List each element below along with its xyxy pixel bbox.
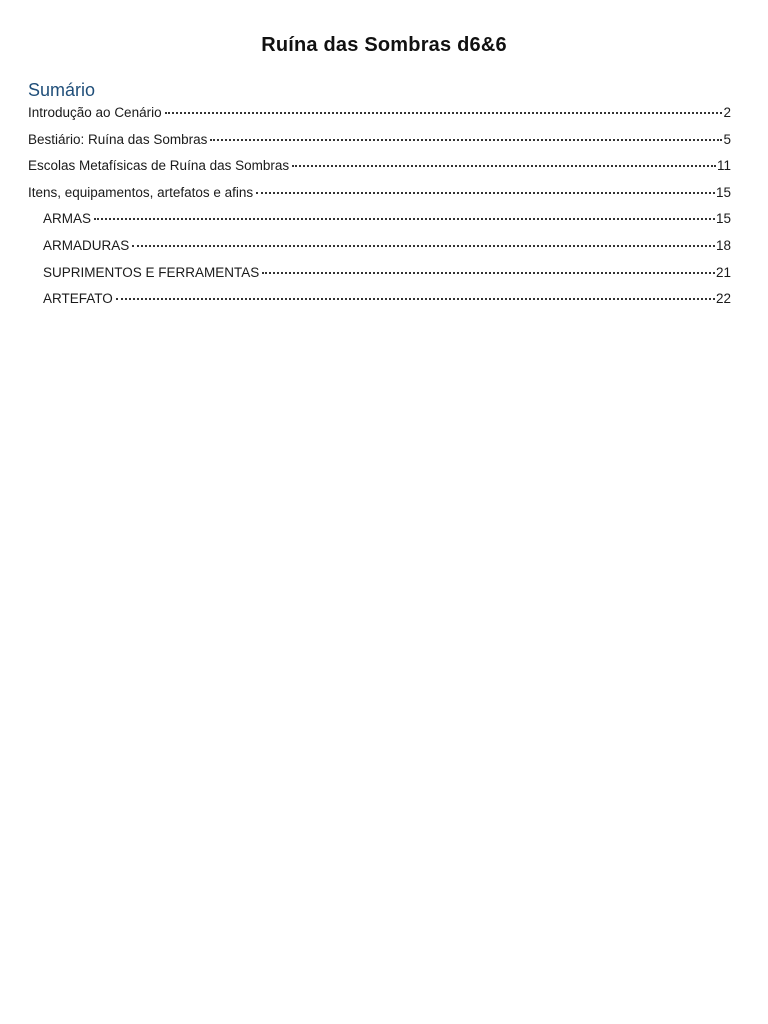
toc-entry-text: Itens, equipamentos, artefatos e afins (28, 184, 254, 200)
toc-entry-artefato[interactable] (28, 289, 731, 316)
toc-page-number: 15 (715, 211, 731, 227)
document-title: Ruína das Sombras d6&6 (261, 34, 507, 56)
toc-entry-itens[interactable] (28, 183, 731, 210)
toc-entry-text: ARTEFATO (43, 291, 113, 307)
toc-dot-leader (116, 289, 715, 300)
toc-page-number: 11 (716, 158, 731, 174)
toc-heading: Sumário (28, 80, 96, 100)
toc-entry-armaduras[interactable] (28, 236, 731, 263)
toc-page-number: 18 (715, 237, 731, 253)
toc-dot-leader (165, 103, 723, 114)
toc-page-number: 21 (715, 264, 731, 280)
toc-entry-text: ARMAS (43, 211, 92, 227)
toc-dot-leader (94, 209, 715, 220)
toc-page-number: 22 (715, 291, 731, 307)
toc-entry-suprimentos[interactable] (28, 263, 731, 290)
toc-page-number: 15 (715, 184, 731, 200)
toc-entry-text: ARMADURAS (43, 237, 130, 253)
toc-entry-text: Escolas Metafísicas de Ruína das Sombras (28, 158, 290, 174)
toc-dot-leader (292, 156, 716, 167)
table-of-contents (28, 103, 731, 316)
toc-entry-bestiario[interactable] (28, 130, 731, 157)
toc-dot-leader (132, 236, 715, 247)
toc-entry-introducao[interactable] (28, 103, 731, 130)
toc-entry-escolas-metafisicas[interactable] (28, 156, 731, 183)
toc-page-number: 5 (723, 131, 731, 147)
toc-entry-text: Introdução ao Cenário (28, 105, 162, 120)
toc-dot-leader (210, 130, 722, 141)
toc-dot-leader (256, 183, 715, 194)
toc-entry-text: Bestiário: Ruína das Sombras (28, 131, 208, 147)
toc-dot-leader (262, 263, 715, 274)
toc-entry-text: SUPRIMENTOS E FERRAMENTAS (43, 264, 260, 280)
toc-page-number: 2 (723, 105, 731, 120)
toc-entry-armas[interactable] (28, 209, 731, 236)
